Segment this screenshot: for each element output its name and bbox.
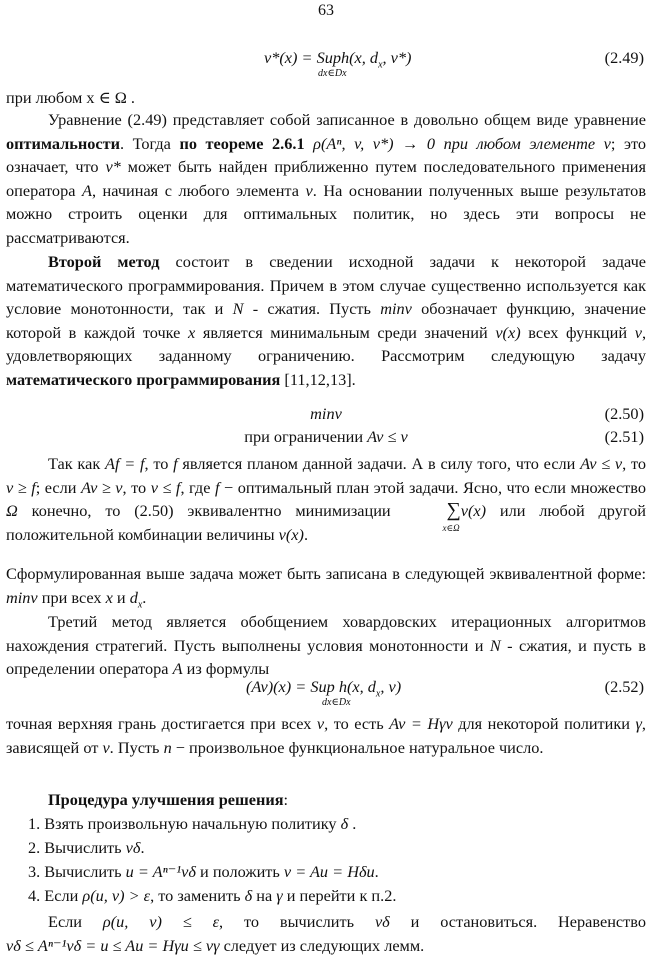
paragraph-7: Если ρ(u, v) ≤ ε, то вычислить vδ и остановиться. Неравенство vδ ≤ Aⁿ⁻¹vδ = u ≤ Au = Hγu ≤ vγ следует из следующих лемм. [6, 912, 646, 955]
paragraph-5: Третий метод является обобщением ховардовских итерационных алгоритмов нахождения стратегий. Пусть выполнены условия монотонности и N - сжатия, и пусть в определении оператора A из формулы [6, 612, 646, 679]
step-3: 3. Вычислить u = Aⁿ⁻¹vδ и положить v = Au = Hδu. [28, 862, 379, 881]
eq-args: h(x, d [341, 48, 379, 67]
step-1: 1. Взять произвольную начальную политику δ . [28, 814, 357, 833]
paragraph-4: Сформулированная выше задача может быть записана в следующей эквивалентной форме: minv при всех x и $d_x$. [6, 564, 646, 610]
step-4: 4. Если ρ(u, v) > ε, то заменить δ на γ и перейти к п.2. [28, 886, 397, 905]
page [6, 0, 646, 964]
equation-number: (2.49) [604, 48, 644, 67]
eq-op: Sup [316, 48, 341, 67]
paragraph-6: точная верхняя грань достигается при всех v, то есть Av = Hγv для некоторой политики γ, зависящей от v. Пусть n − произвольное функциональное натуральное число. [6, 714, 646, 757]
paragraph-0: при любом x ∈ Ω . [6, 88, 135, 107]
equation-2-49: v*(x) = Suph(x, $d_x$, v*) dx∈Dx (2.49) [264, 48, 644, 79]
paragraph-3: Так как Af = f, то f является планом данной задачи. А в силу того, что если Av ≤ v, то v ≥ f; если Av ≥ v, то v ≤ f, где f − оптимальный план этой задачи. Ясно, что если множество Ω конечно, то (2.50) эквивалентно минимизации ∑ x∈Ω v(x) или любой другой положительной комбинации величины v(x). [6, 454, 647, 544]
sum-symbol: ∑ x∈Ω [442, 499, 461, 534]
eq-lhs: v*(x) = [264, 48, 317, 67]
paragraph-2: Второй метод состоит в сведении исходной задачи к некоторой задаче математического программирования. Причем в этом случае существенно используется как условие монотонности, так и N - сжатия. Пусть minv обозначает функцию, значение которой в каждой точке x является минимальным среди значений v(x) всех функций v, удовлетворяющих заданному ограничению. Рассмотрим следующую задачу математического программирования [11,12,13]. [6, 252, 647, 389]
eq-under: dx∈Dx [318, 68, 347, 79]
equation-2-50: minv (2.50) [310, 404, 644, 423]
page-number: 63 [318, 2, 334, 19]
paragraph-1: Уравнение (2.49) представляет собой записанное в довольно общем виде уравнение оптимальности. Тогда по теореме 2.6.1 ρ(Aⁿ, v, v*) → 0 при любом элементе v; это означает, что v* может быть найден приближенно путем последовательного применения оператора A, начиная с любого элемента v. На основании полученных выше результатов можно строить оценки для оптимальных политик, но здесь эти вопросы не рассматриваются. [6, 110, 647, 247]
procedure-title: Процедура улучшения решения: [48, 790, 289, 809]
equation-2-52: (Av)(x) = Sup h(x, $d_x$, v) dx∈Dx (2.52) [246, 677, 644, 708]
equation-2-51: при ограничении Av ≤ v (2.51) [244, 427, 644, 446]
step-2: 2. Вычислить vδ. [28, 838, 145, 857]
